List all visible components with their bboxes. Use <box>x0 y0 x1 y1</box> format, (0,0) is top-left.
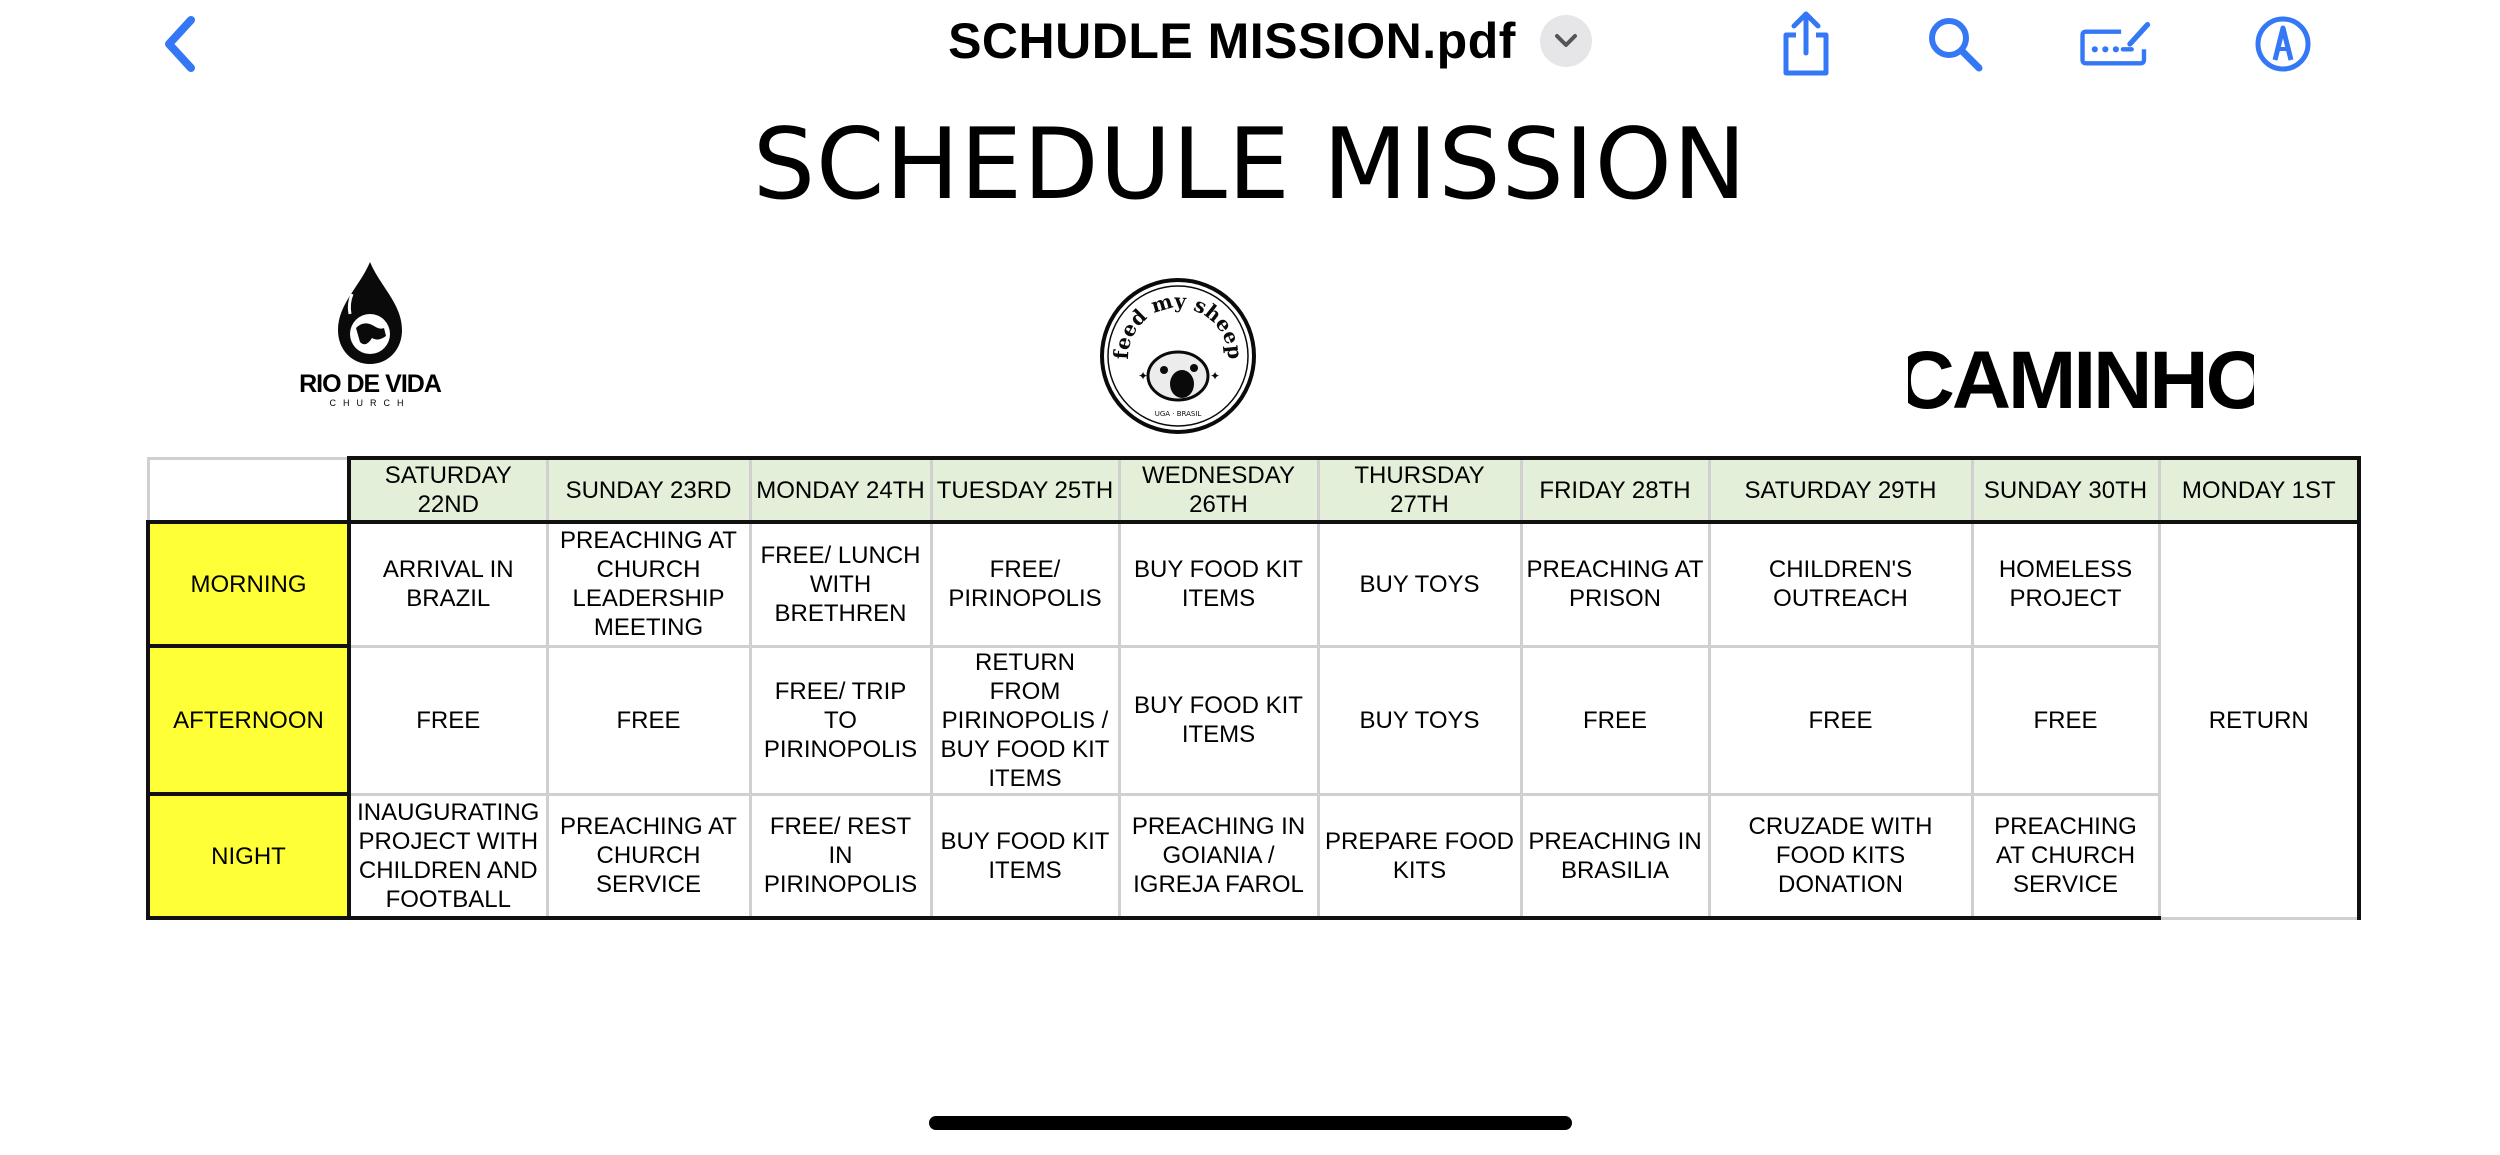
day-header: FRIDAY 28TH <box>1521 458 1709 522</box>
schedule-cell: FREE <box>1521 646 1709 794</box>
schedule-cell: FREE <box>547 646 750 794</box>
day-header: THURSDAY 27TH <box>1318 458 1521 522</box>
chevron-down-icon <box>1554 33 1578 49</box>
title-menu-button[interactable] <box>1540 15 1592 67</box>
document-heading: SCHEDULE MISSION <box>752 108 1748 222</box>
schedule-cell: PREACHING AT CHURCH LEADERSHIP MEETING <box>547 522 750 646</box>
schedule-row-afternoon <box>148 646 2359 794</box>
annotate-button[interactable] <box>2247 8 2319 80</box>
water-drop-globe-icon <box>290 258 450 370</box>
schedule-cell: PREACHING AT CHURCH SERVICE <box>547 794 750 918</box>
search-button[interactable] <box>1919 8 1991 80</box>
home-indicator[interactable] <box>929 1116 1572 1130</box>
svg-text:✦: ✦ <box>1138 369 1149 383</box>
schedule-cell: BUY TOYS <box>1318 522 1521 646</box>
schedule-cell: BUY FOOD KIT ITEMS <box>1119 522 1318 646</box>
feed-my-sheep-logo <box>1098 276 1258 436</box>
schedule-cell: PREACHING AT PRISON <box>1521 522 1709 646</box>
day-header: MONDAY 24TH <box>750 458 931 522</box>
day-header: WEDNESDAY 26TH <box>1119 458 1318 522</box>
schedule-cell: HOMELESS PROJECT <box>1972 522 2159 646</box>
day-header: SATURDAY 22ND <box>349 458 547 522</box>
schedule-cell: BUY FOOD KIT ITEMS <box>931 794 1119 918</box>
rio-de-vida-logo <box>290 258 450 418</box>
schedule-cell: FREE <box>349 646 547 794</box>
schedule-cell: PREACHING AT CHURCH SERVICE <box>1972 794 2159 918</box>
schedule-cell-merged: RETURN <box>2159 522 2359 918</box>
schedule-cell: FREE <box>1972 646 2159 794</box>
day-header: SATURDAY 29TH <box>1709 458 1972 522</box>
corner-cell <box>148 458 349 522</box>
rio-de-vida-name: RIO DE VIDA <box>299 370 441 398</box>
schedule-cell: BUY FOOD KIT ITEMS <box>1119 646 1318 794</box>
schedule-cell: FREE <box>1709 646 1972 794</box>
schedule-cell: CHILDREN'S OUTREACH <box>1709 522 1972 646</box>
day-header-row <box>148 458 2359 522</box>
schedule-cell: CRUZADE WITH FOOD KITS DONATION <box>1709 794 1972 918</box>
time-slot-label: MORNING <box>148 522 349 646</box>
schedule-cell: INAUGURATING PROJECT WITH CHILDREN AND FOOTBALL <box>349 794 547 918</box>
schedule-cell: FREE/ TRIP TO PIRINOPOLIS <box>750 646 931 794</box>
sheep-badge-icon <box>1098 276 1258 436</box>
svg-text:✦: ✦ <box>1210 369 1221 383</box>
schedule-cell: RETURN FROM PIRINOPOLIS / BUY FOOD KIT ITEMS <box>931 646 1119 794</box>
time-slot-label: NIGHT <box>148 794 349 918</box>
schedule-row-morning <box>148 522 2359 646</box>
day-header: SUNDAY 30TH <box>1972 458 2159 522</box>
schedule-cell: FREE/ REST IN PIRINOPOLIS <box>750 794 931 918</box>
day-header: MONDAY 1ST <box>2159 458 2359 522</box>
schedule-cell: FREE/ PIRINOPOLIS <box>931 522 1119 646</box>
time-slot-label: AFTERNOON <box>148 646 349 794</box>
share-button[interactable] <box>1770 8 1842 80</box>
feed-my-sheep-subtitle: UGA · BRASIL <box>1154 410 1202 418</box>
schedule-cell: FREE/ LUNCH WITH BRETHREN <box>750 522 931 646</box>
day-header: SUNDAY 23RD <box>547 458 750 522</box>
schedule-table <box>146 456 2361 920</box>
markup-button[interactable] <box>2079 8 2151 80</box>
schedule-cell: PREACHING IN GOIANIA / IGREJA FAROL <box>1119 794 1318 918</box>
search-icon <box>1925 14 1985 74</box>
feed-my-sheep-name: feed my sheep <box>1108 288 1248 361</box>
markup-icon <box>2079 16 2151 72</box>
schedule-cell: PREPARE FOOD KITS <box>1318 794 1521 918</box>
schedule-cell: BUY TOYS <box>1318 646 1521 794</box>
document-title[interactable]: SCHUDLE MISSION.pdf <box>948 13 1516 69</box>
rio-de-vida-subtitle: CHURCH <box>329 398 411 408</box>
caminho-logo <box>1908 340 2254 420</box>
annotate-icon <box>2253 14 2313 74</box>
schedule-row-night <box>148 794 2359 918</box>
share-icon <box>1778 11 1834 77</box>
schedule-cell: PREACHING IN BRASILIA <box>1521 794 1709 918</box>
schedule-cell: ARRIVAL IN BRAZIL <box>349 522 547 646</box>
caminho-name: CAMINHO <box>1908 340 2254 420</box>
day-header: TUESDAY 25TH <box>931 458 1119 522</box>
